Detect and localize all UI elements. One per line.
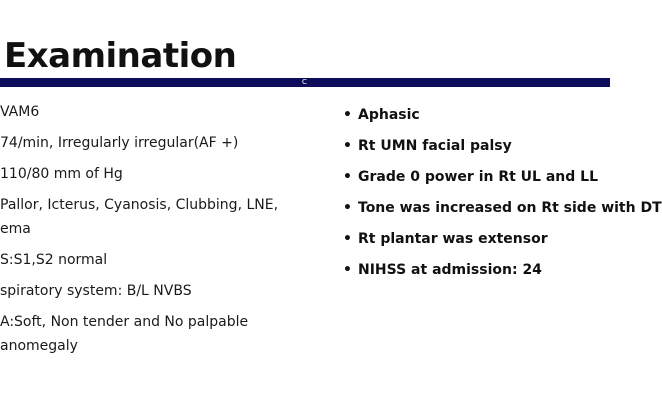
finding-text: A:Soft, Non tender and No palpable [0, 314, 249, 330]
neuro-finding-item [343, 228, 610, 259]
bullet-icon: • [343, 231, 352, 247]
bullet-icon: • [343, 200, 352, 216]
neuro-findings-list [343, 104, 662, 290]
slide-title: Examination [4, 36, 237, 76]
bullet-icon: • [343, 107, 352, 123]
neuro-finding-text: Tone was increased on Rt side with DT [358, 200, 662, 216]
finding-item [0, 252, 107, 268]
neuro-finding-text: Aphasic [358, 107, 420, 123]
neuro-finding-text: NIHSS at admission: 24 [358, 262, 542, 278]
finding-text: S:S1,S2 normal [0, 252, 108, 268]
finding-text: ema [0, 221, 31, 237]
finding-text: spiratory system: B/L NVBS [0, 283, 192, 299]
finding-item [0, 104, 39, 120]
finding-item [0, 283, 192, 299]
finding-text: Pallor, Icterus, Cyanosis, Clubbing, LNE, [0, 197, 279, 213]
finding-item-continuation [0, 338, 78, 354]
neuro-finding-item [343, 197, 662, 228]
neuro-finding-text: Grade 0 power in Rt UL and LL [358, 169, 598, 185]
finding-text: 74/min, Irregularly irregular(AF +) [0, 135, 239, 151]
finding-text: VAM6 [0, 104, 40, 120]
bullet-icon: • [343, 262, 352, 278]
finding-item [0, 135, 238, 151]
finding-item [0, 197, 278, 213]
header-rule-label: C [302, 78, 307, 86]
neuro-finding-item [343, 166, 610, 197]
finding-item [0, 166, 123, 182]
neuro-finding-item [343, 135, 610, 166]
finding-text: anomegaly [0, 338, 78, 354]
neuro-finding-text: Rt plantar was extensor [358, 231, 548, 247]
bullet-icon: • [343, 138, 352, 154]
header-rule [0, 78, 610, 87]
neuro-finding-item [343, 104, 610, 135]
finding-item [0, 314, 248, 330]
neuro-finding-item [343, 259, 610, 290]
finding-item-continuation [0, 221, 31, 237]
bullet-icon: • [343, 169, 352, 185]
neuro-finding-text: Rt UMN facial palsy [358, 138, 512, 154]
finding-text: 110/80 mm of Hg [0, 166, 123, 182]
